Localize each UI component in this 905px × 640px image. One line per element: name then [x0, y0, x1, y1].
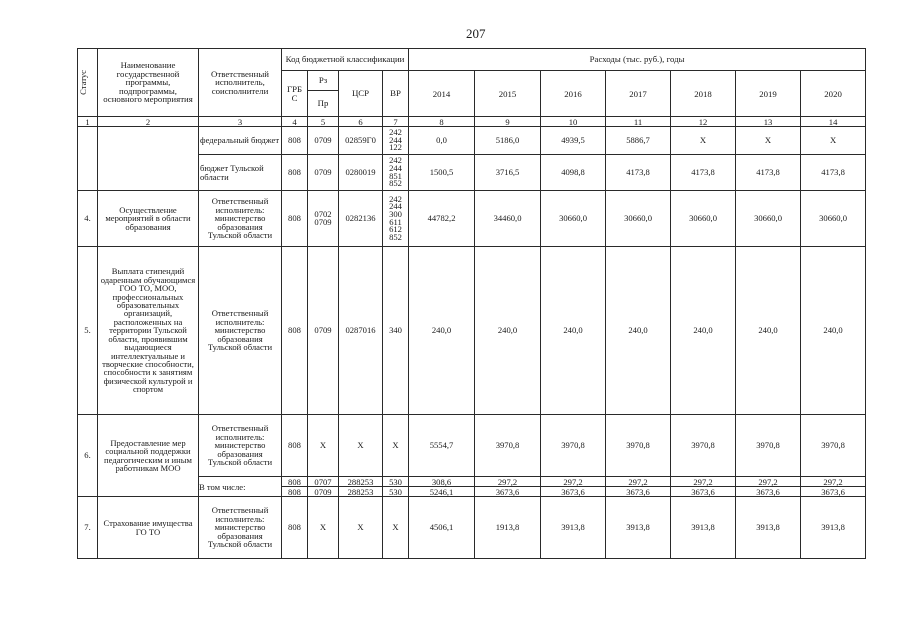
value-cell: 240,0 [541, 247, 606, 415]
row-number [78, 127, 98, 191]
value-cell: 3970,8 [475, 415, 541, 477]
value-cell: 5554,7 [409, 415, 475, 477]
value-cell: 3673,6 [606, 487, 671, 497]
row-executor: бюджет Тульской области [199, 155, 282, 191]
value-cell: 240,0 [736, 247, 801, 415]
vr-cell: 530 [383, 477, 409, 487]
budget-table [77, 48, 866, 559]
value-cell: 3673,6 [801, 487, 866, 497]
col-number: 9 [475, 117, 541, 127]
rz-header: Рз [308, 71, 339, 91]
vr-cell: 242 244 300 611 612 852 [383, 191, 409, 247]
csr-cell: X [339, 415, 383, 477]
value-cell: 297,2 [606, 477, 671, 487]
value-cell: 297,2 [671, 477, 736, 487]
row-executor: Ответственный исполнитель: министерство образования Тульской области [199, 247, 282, 415]
year-header: 2019 [736, 71, 801, 117]
csr-cell: X [339, 497, 383, 559]
rzpr-cell: X [308, 415, 339, 477]
col-number: 8 [409, 117, 475, 127]
value-cell: 4098,8 [541, 155, 606, 191]
vr-cell: 242 244 122 [383, 127, 409, 155]
grbs-cell: 808 [282, 497, 308, 559]
col-number: 7 [383, 117, 409, 127]
col-number: 14 [801, 117, 866, 127]
table-row [78, 415, 866, 477]
rzpr-cell: 0707 [308, 477, 339, 487]
row-number: 6. [78, 415, 98, 497]
csr-cell: 0280019 [339, 155, 383, 191]
value-cell: 30660,0 [801, 191, 866, 247]
col-number: 1 [78, 117, 98, 127]
pr-header: Пр [308, 91, 339, 117]
expenses-group-header: Расходы (тыс. руб.), годы [409, 49, 866, 71]
value-cell: 3913,8 [801, 497, 866, 559]
value-cell: 1500,5 [409, 155, 475, 191]
value-cell: 4939,5 [541, 127, 606, 155]
csr-cell: 288253 [339, 477, 383, 487]
value-cell: 3970,8 [736, 415, 801, 477]
value-cell: 240,0 [606, 247, 671, 415]
value-cell: 3716,5 [475, 155, 541, 191]
value-cell: 240,0 [671, 247, 736, 415]
value-cell: 3970,8 [671, 415, 736, 477]
col-number: 3 [199, 117, 282, 127]
vr-cell: 242 244 851 852 [383, 155, 409, 191]
value-cell: 30660,0 [736, 191, 801, 247]
value-cell: 5246,1 [409, 487, 475, 497]
value-cell: 3673,6 [475, 487, 541, 497]
col-number: 2 [98, 117, 199, 127]
rzpr-cell: 0709 [308, 155, 339, 191]
grbs-header: ГРБ С [282, 71, 308, 117]
value-cell: 3970,8 [801, 415, 866, 477]
table-row [78, 247, 866, 415]
value-cell: 4173,8 [606, 155, 671, 191]
vr-cell: X [383, 497, 409, 559]
row-name: Осуществление мероприятий в области образования [98, 191, 199, 247]
value-cell: 5886,7 [606, 127, 671, 155]
value-cell: 5186,0 [475, 127, 541, 155]
value-cell: 3913,8 [671, 497, 736, 559]
col-number: 4 [282, 117, 308, 127]
value-cell: 30660,0 [541, 191, 606, 247]
value-cell: 240,0 [801, 247, 866, 415]
year-header: 2018 [671, 71, 736, 117]
page-number: 207 [466, 26, 486, 41]
col-number: 10 [541, 117, 606, 127]
rzpr-cell: 0709 [308, 127, 339, 155]
table-row [78, 497, 866, 559]
value-cell: 3970,8 [541, 415, 606, 477]
col-number: 13 [736, 117, 801, 127]
year-header: 2015 [475, 71, 541, 117]
value-cell: 44782,2 [409, 191, 475, 247]
value-cell: 308,6 [409, 477, 475, 487]
row-executor: Ответственный исполнитель: министерство образования Тульской области [199, 497, 282, 559]
row-executor: федеральный бюджет [199, 127, 282, 155]
row-executor: Ответственный исполнитель: министерство образования Тульской области [199, 191, 282, 247]
year-header: 2017 [606, 71, 671, 117]
col-number: 6 [339, 117, 383, 127]
value-cell: 240,0 [475, 247, 541, 415]
value-cell: 30660,0 [606, 191, 671, 247]
value-cell: 297,2 [736, 477, 801, 487]
value-cell: 297,2 [541, 477, 606, 487]
year-header: 2020 [801, 71, 866, 117]
vr-cell: X [383, 415, 409, 477]
value-cell: 4173,8 [671, 155, 736, 191]
grbs-cell: 808 [282, 415, 308, 477]
vr-cell: 340 [383, 247, 409, 415]
row-name: Выплата стипендий одаренным обучающимся ГОО ТО, МОО, профессиональных образовательных организаций, расположенных на территории Тульской области, проявившим выдающиеся интеллектуальные и творческие способности, способности к занятиям физической культурой и спортом [98, 247, 199, 415]
col-number: 5 [308, 117, 339, 127]
grbs-cell: 808 [282, 155, 308, 191]
csr-cell: 0282136 [339, 191, 383, 247]
csr-cell: 0287016 [339, 247, 383, 415]
value-cell: 240,0 [409, 247, 475, 415]
value-cell: X [736, 127, 801, 155]
value-cell: 4173,8 [801, 155, 866, 191]
rzpr-cell: 0709 [308, 487, 339, 497]
vr-cell: 530 [383, 487, 409, 497]
grbs-cell: 808 [282, 487, 308, 497]
name-header: Наименование государственной программы, подпрограммы, основного мероприятия [98, 49, 199, 117]
grbs-cell: 808 [282, 247, 308, 415]
value-cell: 3913,8 [541, 497, 606, 559]
value-cell: 297,2 [475, 477, 541, 487]
value-cell: 3913,8 [736, 497, 801, 559]
table-row [78, 127, 866, 155]
value-cell: X [671, 127, 736, 155]
row-name: Страхование имущества ГО ТО [98, 497, 199, 559]
year-header: 2016 [541, 71, 606, 117]
value-cell: 0,0 [409, 127, 475, 155]
value-cell: 3673,6 [541, 487, 606, 497]
row-number: 5. [78, 247, 98, 415]
value-cell: X [801, 127, 866, 155]
value-cell: 3673,6 [671, 487, 736, 497]
row-executor: Ответственный исполнитель: министерство образования Тульской области [199, 415, 282, 477]
row-name [98, 127, 199, 191]
csr-cell: 02859Г0 [339, 127, 383, 155]
csr-header: ЦСР [339, 71, 383, 117]
col-number: 12 [671, 117, 736, 127]
vr-header: ВР [383, 71, 409, 117]
grbs-cell: 808 [282, 127, 308, 155]
executor-header: Ответственный исполнитель, соисполнители [199, 49, 282, 117]
csr-cell: 288253 [339, 487, 383, 497]
value-cell: 1913,8 [475, 497, 541, 559]
row-number: 4. [78, 191, 98, 247]
value-cell: 4173,8 [736, 155, 801, 191]
status-header: Статус [78, 49, 98, 117]
including-label: В том числе: [199, 477, 282, 497]
table-row [78, 191, 866, 247]
value-cell: 3673,6 [736, 487, 801, 497]
value-cell: 34460,0 [475, 191, 541, 247]
col-number: 11 [606, 117, 671, 127]
year-header: 2014 [409, 71, 475, 117]
value-cell: 3913,8 [606, 497, 671, 559]
value-cell: 30660,0 [671, 191, 736, 247]
rzpr-cell: 0709 [308, 247, 339, 415]
value-cell: 4506,1 [409, 497, 475, 559]
rzpr-cell: X [308, 497, 339, 559]
grbs-cell: 808 [282, 191, 308, 247]
value-cell: 297,2 [801, 477, 866, 487]
row-number: 7. [78, 497, 98, 559]
code-group-header: Код бюджетной классификации [282, 49, 409, 71]
rzpr-cell: 0702 0709 [308, 191, 339, 247]
row-name: Предоставление мер социальной поддержки педагогическим и иным работникам МОО [98, 415, 199, 497]
grbs-cell: 808 [282, 477, 308, 487]
value-cell: 3970,8 [606, 415, 671, 477]
